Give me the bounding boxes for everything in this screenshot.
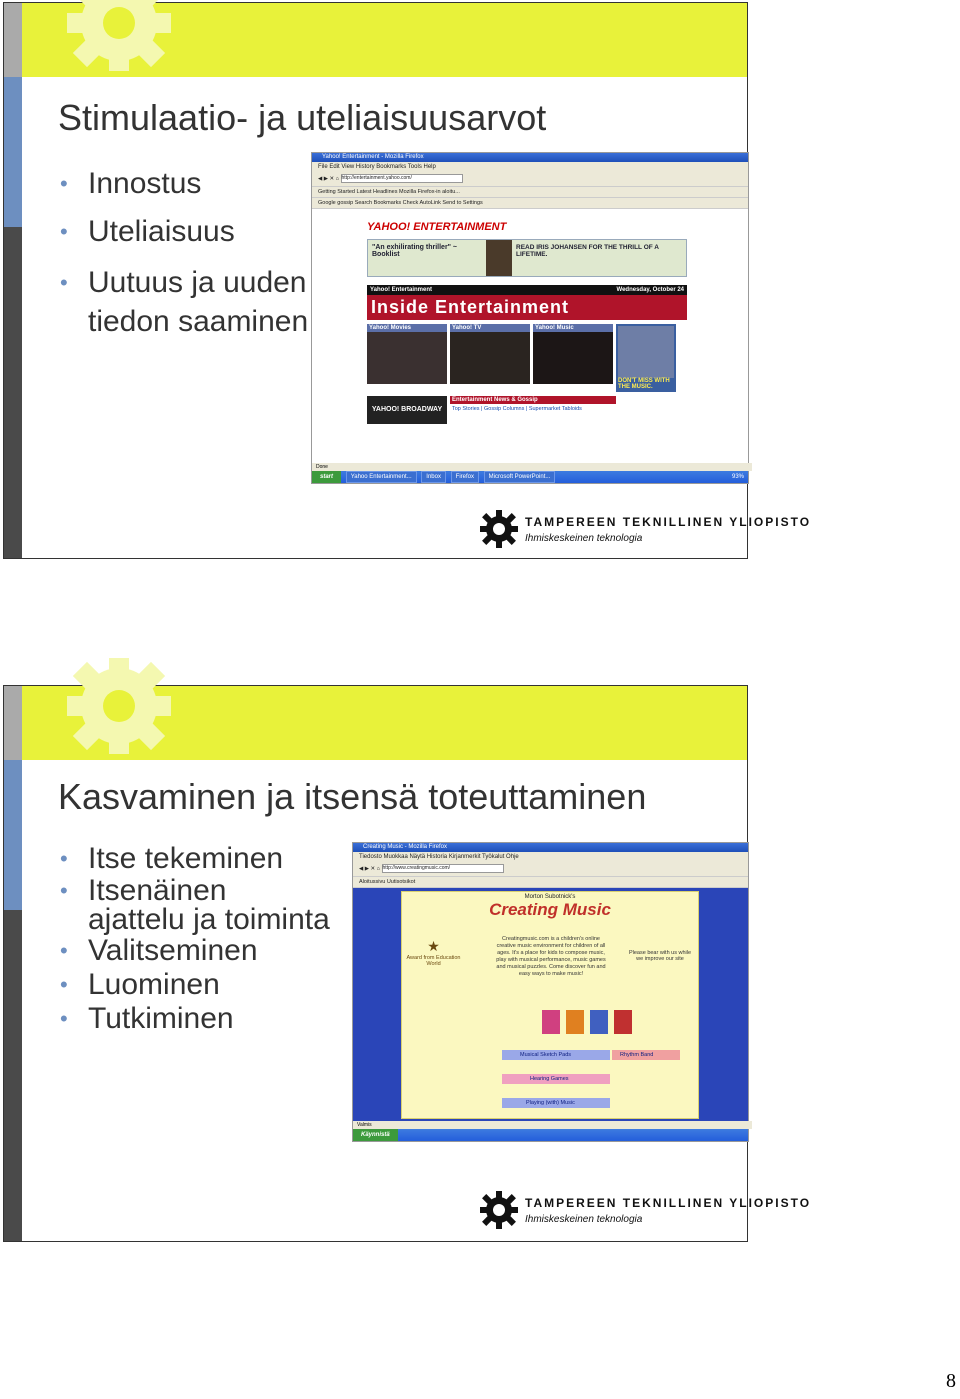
book-cover-image (486, 240, 512, 276)
logo-tagline: Ihmiskeskeinen teknologia (525, 532, 643, 544)
bullet-item: • Uutuus ja uuden tiedon saaminen (60, 263, 310, 341)
tray-clock: 93% (731, 474, 744, 480)
logo-tagline: Ihmiskeskeinen teknologia (525, 1213, 643, 1225)
status-bar: Done (312, 463, 752, 471)
url-field: http://www.creatingmusic.com/ (382, 864, 504, 873)
bookmarks-bar: Aloitussivu Uutisotsikot (353, 877, 748, 888)
window-title-bar: Creating Music - Mozilla Firefox (353, 843, 748, 852)
slide-left-bar-accent (4, 77, 22, 227)
window-title-bar: Yahoo! Entertainment - Mozilla Firefox (312, 153, 748, 162)
logo-text (525, 1196, 811, 1225)
university-logo (479, 1190, 811, 1230)
playing-music-link[interactable]: Playing (with) Music (502, 1098, 610, 1108)
hearing-games-link[interactable]: Hearing Games (502, 1074, 610, 1084)
movie-image (367, 332, 447, 384)
taskbar-item[interactable]: Firefox (451, 471, 479, 483)
tv-image (450, 332, 530, 384)
site-title: Creating Music (489, 900, 611, 919)
bullet-item: • Itsenäinen ajattelu ja toiminta (60, 876, 330, 934)
menu-bar: Tiedosto Muokkaa Näytä Historia Kirjanmerkit Työkalut Ohje (353, 852, 748, 862)
page-number: 8 (946, 1370, 956, 1392)
bullet-list (60, 167, 310, 341)
ad-banner (367, 239, 687, 277)
gear-logo-icon (479, 509, 519, 549)
logo-text (525, 515, 811, 544)
bookmarks-bar: Getting Started Latest Headlines Mozilla Firefox-in aloitu... (312, 187, 748, 198)
news-block (450, 396, 616, 424)
yahoo-logo: YAHOO! ENTERTAINMENT (367, 221, 507, 233)
section-link[interactable]: Yahoo! Music (533, 324, 613, 332)
slide-2 (3, 685, 812, 1242)
url-field: http://entertainment.yahoo.com/ (341, 174, 463, 183)
start-button[interactable]: start (312, 471, 341, 483)
award-badge (406, 938, 461, 967)
gear-watermark-icon (44, 666, 194, 756)
cd-covers (542, 1010, 632, 1034)
award-text: Award from Education World (406, 955, 461, 967)
start-button[interactable]: Käynnistä (353, 1129, 398, 1141)
gear-logo-icon (479, 1190, 519, 1230)
side-ad (616, 324, 676, 392)
header-right: Wednesday, October 24 (616, 287, 684, 293)
cd-cover[interactable] (542, 1010, 560, 1034)
bullet-item: • Valitseminen (60, 934, 330, 968)
bullet-item: • Tutkiminen (60, 1002, 330, 1036)
nav-toolbar: ◀ ▶ ✕ ⌂ http://entertainment.yahoo.com/ (312, 172, 748, 187)
slide-title: Stimulaatio- ja uteliaisuusarvot (58, 97, 547, 138)
google-toolbar: Google gossip Search Bookmarks Check AutoLink Send to Settings (312, 198, 748, 209)
broadway-promo[interactable]: YAHOO! BROADWAY (367, 396, 447, 424)
cd-cover[interactable] (614, 1010, 632, 1034)
section-col (533, 324, 613, 392)
bullet-item: • Innostus (60, 167, 310, 201)
header-left: Yahoo! Entertainment (370, 287, 433, 293)
site-intro: Creatingmusic.com is a children's online creative music environment for children of all ages. It's a place for kids to compose music, play with musical performance, music games and musical puzzles. Come discover fun and easy ways to make music! (496, 936, 606, 977)
construction-note: Please bear with us while we improve our site (628, 950, 692, 962)
gear-watermark-icon (44, 0, 194, 73)
taskbar (312, 471, 748, 483)
cd-cover[interactable] (566, 1010, 584, 1034)
menu-bar: File Edit View History Bookmarks Tools Help (312, 162, 748, 172)
slide-left-bar-top (4, 3, 22, 77)
taskbar-item[interactable]: Microsoft PowerPoint... (484, 471, 556, 483)
browser-screenshot (352, 842, 749, 1142)
news-row (367, 396, 687, 424)
creating-music-page (401, 891, 699, 1119)
section-col (450, 324, 530, 392)
university-logo (479, 509, 811, 549)
taskbar-item[interactable]: Inbox (421, 471, 446, 483)
ent-header (367, 285, 687, 295)
bullet-item: • Luominen (60, 968, 330, 1002)
taskbar (353, 1129, 748, 1141)
side-ad-text: DON'T MISS WITH THE MUSIC. (618, 378, 670, 390)
bullet-item: • Uteliaisuus (60, 215, 310, 249)
rhythm-band-link[interactable]: Rhythm Band (612, 1050, 680, 1060)
bullet-item: • Itse tekeminen (60, 842, 330, 876)
section-link[interactable]: Yahoo! Movies (367, 324, 447, 332)
music-image (533, 332, 613, 384)
web-page (367, 221, 687, 471)
sketch-pads-link[interactable]: Musical Sketch Pads (502, 1050, 610, 1060)
news-links[interactable]: Top Stories | Gossip Columns | Supermarket Tabloids (452, 406, 582, 412)
site-byline: Morton Subotnick's (524, 894, 576, 900)
section-link[interactable]: Yahoo! TV (450, 324, 530, 332)
taskbar-item[interactable]: Yahoo Entertainment... (346, 471, 417, 483)
status-bar: Valmis (353, 1121, 752, 1129)
news-header: Entertainment News & Gossip (450, 396, 616, 404)
inside-entertainment-banner: Inside Entertainment (367, 295, 687, 320)
logo-name: TAMPEREEN TEKNILLINEN YLIOPISTO (525, 514, 812, 529)
slide-title: Kasvaminen ja itsensä toteuttaminen (58, 776, 647, 817)
cd-cover[interactable] (590, 1010, 608, 1034)
slide-1 (3, 2, 812, 559)
section-col (367, 324, 447, 392)
award-icon: ★ (427, 938, 440, 954)
logo-name: TAMPEREEN TEKNILLINEN YLIOPISTO (525, 1195, 812, 1210)
bullet-list (60, 842, 330, 1036)
slide-left-bar-accent (4, 760, 22, 910)
browser-screenshot (311, 152, 749, 484)
ad-text-right: READ IRIS JOHANSEN FOR THE THRILL OF A LIFETIME. (516, 244, 659, 258)
slide-left-bar-top (4, 686, 22, 760)
ad-text-left: "An exhilirating thriller" ~ Booklist (372, 244, 458, 258)
side-ad-image (618, 326, 674, 378)
nav-toolbar: ◀ ▶ ✕ ⌂ http://www.creatingmusic.com/ (353, 862, 748, 877)
section-columns (367, 324, 687, 392)
